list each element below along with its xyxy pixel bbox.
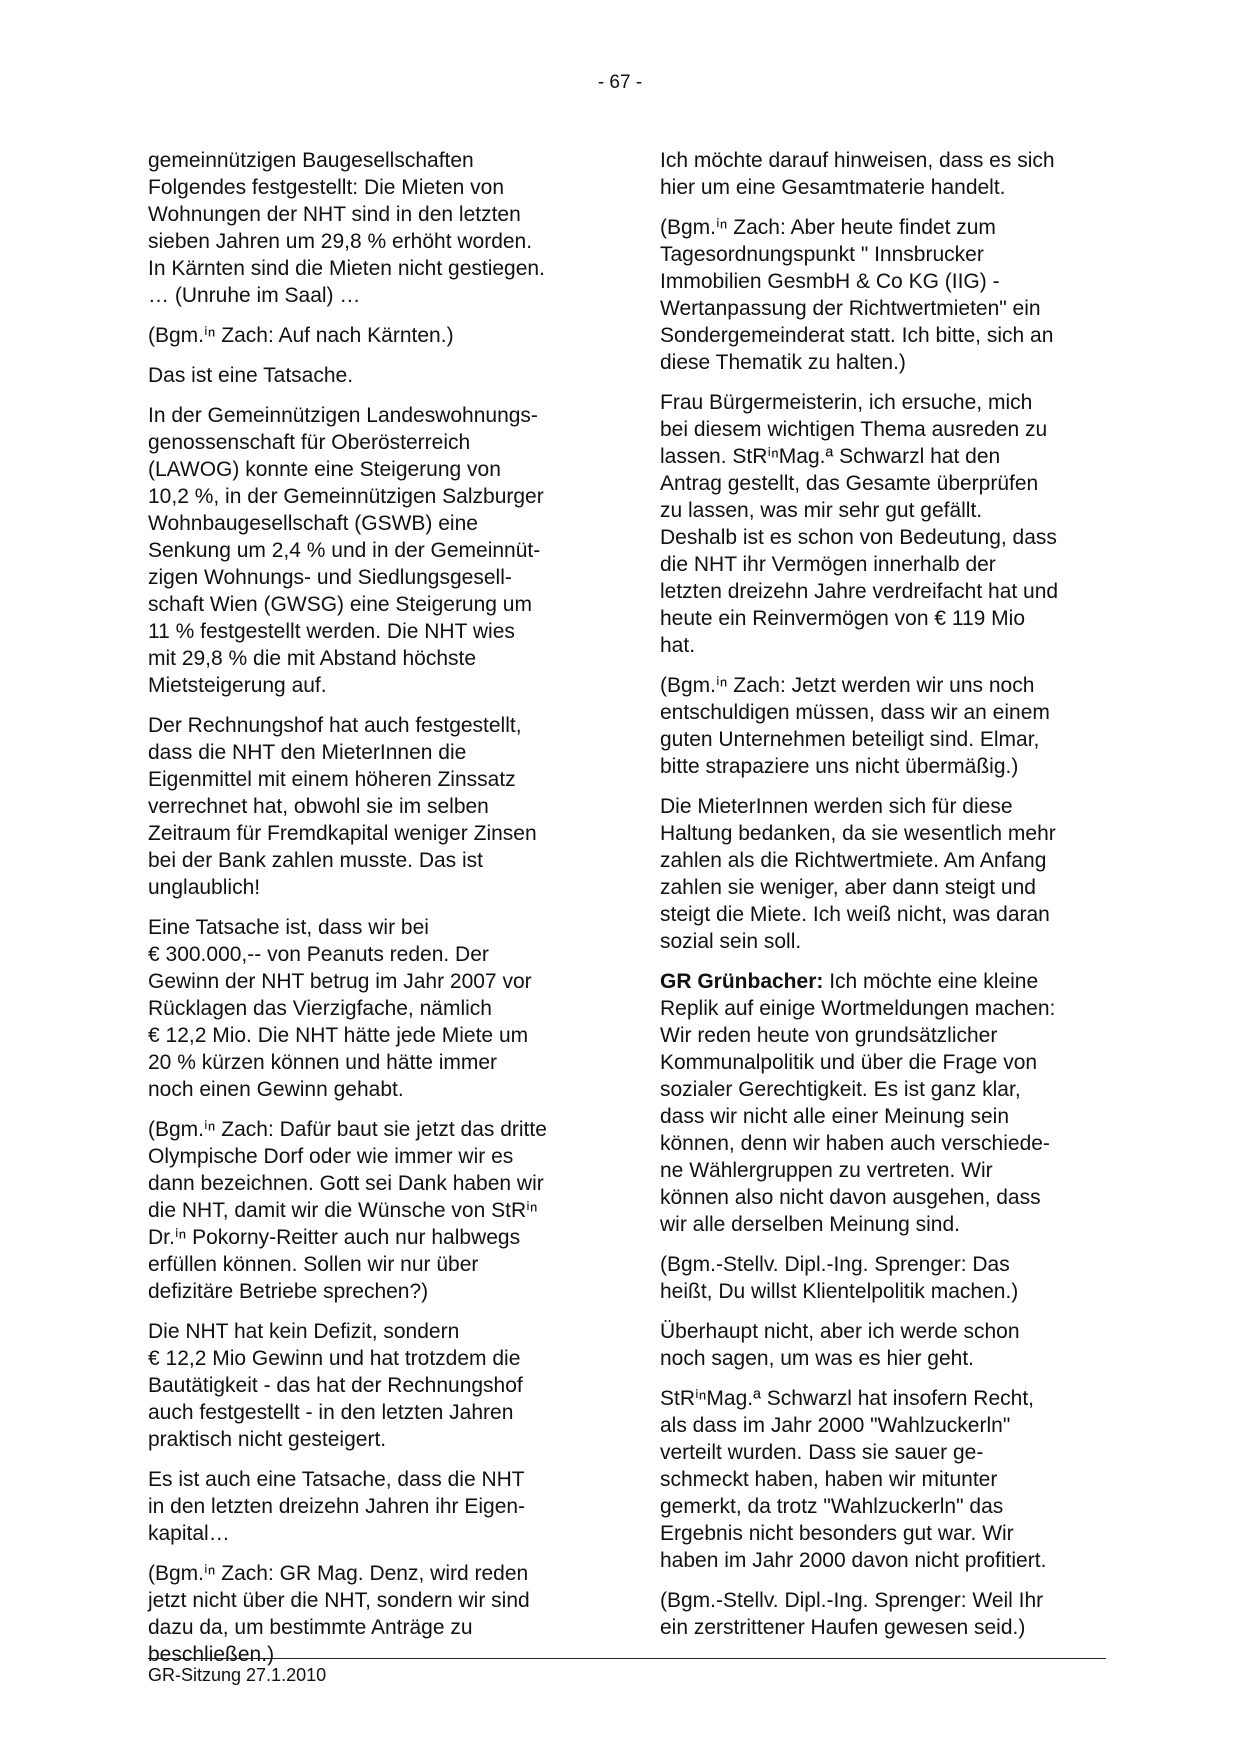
paragraph: Das ist eine Tatsache. <box>148 364 354 387</box>
speaker-paragraph <box>660 968 1106 1238</box>
speaker-name: GR Grünbacher: <box>660 970 824 993</box>
paragraph: Ich möchte darauf hinweisen, dass es sich hier um eine Gesamtmaterie handelt. <box>660 149 1055 199</box>
footer-text: GR-Sitzung 27.1.2010 <box>148 1665 327 1685</box>
paragraph: (Bgm.ⁱⁿ Zach: GR Mag. Denz, wird reden jetzt nicht über die NHT, sondern wir sind dazu da, um bestimmte Anträge zu beschließen.) <box>148 1562 530 1666</box>
paragraph: gemeinnützigen Baugesellschaften Folgendes festgestellt: Die Mieten von Wohnungen der NHT sind in den letzten sieben Jahren um 29,8 % erhöht worden. In Kärnten sind die Mieten nicht gestiegen. … (Unruhe im Saal) … <box>148 149 545 307</box>
paragraph: (Bgm.-Stellv. Dipl.-Ing. Sprenger: Das heißt, Du willst Klientelpolitik machen.) <box>660 1253 1019 1303</box>
paragraph: StRⁱⁿMag.ª Schwarzl hat insofern Recht, als dass im Jahr 2000 "Wahlzuckerln" verteilt wurden. Dass sie sauer ge- schmeckt haben, haben wir mitunter gemerkt, da trotz "Wahlzuckerln" das Ergebnis nicht besonders gut war. Wir haben im Jahr 2000 davon nicht profitiert. <box>660 1387 1047 1572</box>
paragraph: In der Gemeinnützigen Landeswohnungs- genossenschaft für Oberösterreich (LAWOG) konnte eine Steigerung von 10,2 %, in der Gemeinnützigen Salzburger Wohnbaugesellschaft (GSWB) eine Senkung um 2,4 % und in der Gemeinnüt- zigen Wohnungs- und Siedlungsgesell- schaft Wien (GWSG) eine Steigerung um 11 % festgestellt werden. Die NHT wies mit 29,8 % die mit Abstand höchste Mietsteigerung auf. <box>148 404 544 697</box>
paragraph: Eine Tatsache ist, dass wir bei € 300.000,-- von Peanuts reden. Der Gewinn der NHT betrug im Jahr 2007 vor Rücklagen das Vierzigfache, nämlich € 12,2 Mio. Die NHT hätte jede Miete um 20 % kürzen können und hätte immer noch einen Gewinn gehabt. <box>148 916 532 1101</box>
paragraph: Die NHT hat kein Defizit, sondern € 12,2 Mio Gewinn und hat trotzdem die Bautätigkeit - das hat der Rechnungshof auch festgestellt - in den letzten Jahren praktisch nicht gesteigert. <box>148 1320 523 1451</box>
paragraph: (Bgm.ⁱⁿ Zach: Auf nach Kärnten.) <box>148 324 454 347</box>
paragraph: (Bgm.ⁱⁿ Zach: Aber heute findet zum Tagesordnungspunkt " Innsbrucker Immobilien GesmbH & Co KG (IIG) - Wertanpassung der Richtwertmieten" ein Sondergemeinderat statt. Ich bitte, sich an diese Thematik zu halten.) <box>660 216 1054 374</box>
paragraph: (Bgm.ⁱⁿ Zach: Dafür baut sie jetzt das dritte Olympische Dorf oder wie immer wir es dann bezeichnen. Gott sei Dank haben wir die NHT, damit wir die Wünsche von StRⁱⁿ Dr.ⁱⁿ Pokorny-Reitter auch nur halbwegs erfüllen können. Sollen wir nur über defizitäre Betriebe sprechen?) <box>148 1118 547 1303</box>
page-number: - 67 - <box>597 72 643 93</box>
paragraph: Der Rechnungshof hat auch festgestellt, dass die NHT den MieterInnen die Eigenmittel mit einem höheren Zinssatz verrechnet hat, obwohl sie im selben Zeitraum für Fremdkapital weniger Zinsen bei der Bank zahlen musste. Das ist unglaublich! <box>148 714 537 899</box>
paragraph: (Bgm.ⁱⁿ Zach: Jetzt werden wir uns noch entschuldigen müssen, dass wir an einem guten Unternehmen beteiligt sind. Elmar, bitte strapaziere uns nicht übermäßig.) <box>660 674 1050 778</box>
speech-text: Ich möchte eine kleine Replik auf einige Wortmeldungen machen: Wir reden heute von grundsätzlicher Kommunalpolitik und über die Frage von sozialer Gerechtigkeit. Es ist ganz klar, dass wir nicht alle einer Meinung sein können, denn wir haben auch verschiede- ne Wählergruppen zu vertreten. Wir können also nicht davon ausgehen, dass wir alle derselben Meinung sind. <box>660 970 1056 1236</box>
paragraph: Frau Bürgermeisterin, ich ersuche, mich bei diesem wichtigen Thema ausreden zu lassen. StRⁱⁿMag.ª Schwarzl hat den Antrag gestellt, das Gesamte überprüfen zu lassen, was mir sehr gut gefällt. Deshalb ist es schon von Bedeutung, dass die NHT ihr Vermögen innerhalb der letzten dreizehn Jahre verdreifacht hat und heute ein Reinvermögen von € 119 Mio hat. <box>660 391 1059 657</box>
paragraph: (Bgm.-Stellv. Dipl.-Ing. Sprenger: Weil Ihr ein zerstrittener Haufen gewesen seid.) <box>660 1589 1044 1639</box>
left-column <box>148 147 596 1681</box>
footer-divider <box>148 1658 1106 1659</box>
paragraph: Überhaupt nicht, aber ich werde schon noch sagen, um was es hier geht. <box>660 1320 1020 1370</box>
right-column <box>660 147 1106 1654</box>
paragraph: Es ist auch eine Tatsache, dass die NHT in den letzten dreizehn Jahren ihr Eigen- kapital… <box>148 1468 526 1545</box>
paragraph: Die MieterInnen werden sich für diese Haltung bedanken, da sie wesentlich mehr zahlen als die Richtwertmiete. Am Anfang zahlen sie weniger, aber dann steigt und steigt die Miete. Ich weiß nicht, was daran sozial sein soll. <box>660 795 1056 953</box>
